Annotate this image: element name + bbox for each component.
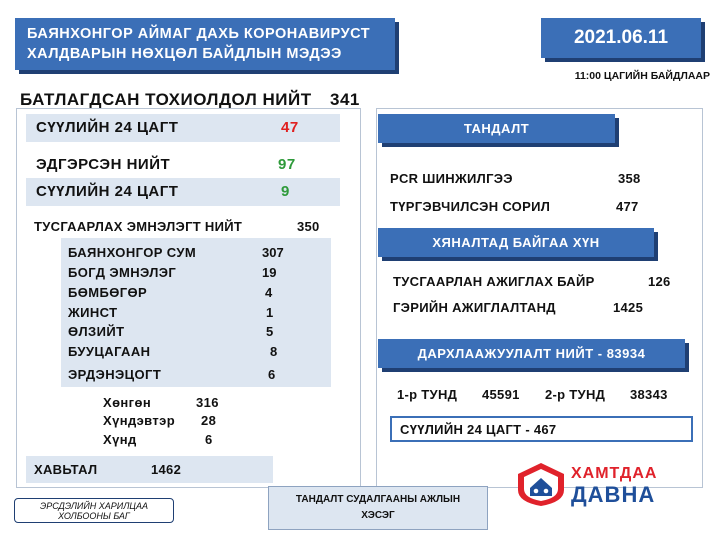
contact-value: 1462 bbox=[151, 462, 182, 477]
rapid-test-value: 477 bbox=[616, 199, 639, 214]
footer-team-badge bbox=[14, 498, 174, 523]
condition-label: Хүндэвтэр bbox=[103, 413, 176, 428]
monitoring-header: ХЯНАЛТАД БАЙГАА ХҮН bbox=[378, 228, 654, 257]
quarantine-value: 126 bbox=[648, 274, 671, 289]
logo-shield-icon bbox=[514, 460, 568, 508]
location-item: БӨМБӨГӨР bbox=[68, 285, 148, 300]
condition-label: Хөнгөн bbox=[103, 395, 152, 410]
condition-value: 28 bbox=[201, 413, 217, 428]
pcr-value: 358 bbox=[618, 171, 641, 186]
sampling-header: ТАНДАЛТ bbox=[378, 114, 615, 143]
dose1-value: 45591 bbox=[482, 387, 520, 402]
title-line-1: БАЯНХОНГОР АЙМАГ ДАХЬ КОРОНАВИРУСТ bbox=[27, 26, 371, 42]
time-note: 11:00 ЦАГИЙН БАЙДЛААР bbox=[574, 70, 710, 82]
footer-unit-line-1: ТАНДАЛТ СУДАЛГААНЫ АЖЛЫН bbox=[295, 494, 461, 505]
hamtdaa-davna-logo bbox=[514, 460, 684, 510]
confirmed-24h-value: 47 bbox=[281, 119, 299, 136]
location-item: ЭРДЭНЭЦОГТ bbox=[68, 367, 162, 382]
contact-label: ХАВЬТАЛ bbox=[34, 462, 98, 477]
footer-team-line-2: ХОЛБООНЫ БАГ bbox=[58, 511, 130, 521]
vaccine-24h-box: СҮҮЛИЙН 24 ЦАГТ - 467 bbox=[390, 416, 693, 442]
location-value: 19 bbox=[262, 265, 277, 280]
title-line-2: ХАЛДВАРЫН НӨХЦӨЛ БАЙДЛЫН МЭДЭЭ bbox=[27, 46, 342, 62]
location-item: БОГД ЭМНЭЛЭГ bbox=[68, 265, 177, 280]
title-banner bbox=[15, 18, 395, 70]
contact-row bbox=[26, 456, 273, 483]
location-value: 6 bbox=[268, 367, 276, 382]
footer-unit-box bbox=[268, 486, 488, 530]
condition-label: Хүнд bbox=[103, 432, 137, 447]
logo-text-bottom: ДАВНА bbox=[571, 482, 656, 507]
home-monitoring-value: 1425 bbox=[613, 300, 644, 315]
confirmed-24h-label: СҮҮЛИЙН 24 ЦАГТ bbox=[36, 119, 179, 136]
location-value: 8 bbox=[270, 344, 278, 359]
location-item: ӨЛЗИЙТ bbox=[68, 324, 125, 339]
condition-value: 316 bbox=[196, 395, 219, 410]
recovered-total-label: ЭДГЭРСЭН НИЙТ bbox=[36, 156, 171, 173]
quarantine-label: ТУСГААРЛАН АЖИГЛАХ БАЙР bbox=[393, 274, 595, 289]
confirmed-total-value: 341 bbox=[330, 90, 360, 109]
location-value: 5 bbox=[266, 324, 274, 339]
isolation-total-label: ТУСГААРЛАХ ЭМНЭЛЭГТ НИЙТ bbox=[34, 219, 243, 234]
pcr-label: PCR ШИНЖИЛГЭЭ bbox=[390, 171, 513, 186]
footer-team-line-1: ЭРСДЭЛИЙН ХАРИЛЦАА bbox=[40, 501, 148, 511]
location-item: ЖИНСТ bbox=[68, 305, 118, 320]
isolation-total-value: 350 bbox=[297, 219, 320, 234]
date-badge: 2021.06.11 bbox=[541, 18, 701, 58]
dose2-value: 38343 bbox=[630, 387, 668, 402]
location-value: 1 bbox=[266, 305, 274, 320]
recovered-24h-row bbox=[26, 178, 340, 206]
location-value: 4 bbox=[265, 285, 273, 300]
dose2-label: 2-р ТУНД bbox=[545, 387, 606, 402]
dose1-label: 1-р ТУНД bbox=[397, 387, 458, 402]
vaccination-header: ДАРХЛААЖУУЛАЛТ НИЙТ - 83934 bbox=[378, 339, 685, 368]
footer-unit-line-2: ХЭСЭГ bbox=[361, 510, 395, 521]
location-value: 307 bbox=[262, 245, 284, 260]
recovered-24h-value: 9 bbox=[281, 183, 290, 200]
condition-value: 6 bbox=[205, 432, 213, 447]
home-monitoring-label: ГЭРИЙН АЖИГЛАЛТАНД bbox=[393, 300, 556, 315]
logo-text-top: ХАМТДАА bbox=[571, 465, 658, 482]
location-item: БАЯНХОНГОР СУМ bbox=[68, 245, 197, 260]
rapid-test-label: ТҮРГЭВЧИЛСЭН СОРИЛ bbox=[390, 199, 551, 214]
confirmed-24h-row bbox=[26, 114, 340, 142]
recovered-24h-label: СҮҮЛИЙН 24 ЦАГТ bbox=[36, 183, 179, 200]
recovered-total-value: 97 bbox=[278, 156, 296, 173]
location-item: БУУЦАГААН bbox=[68, 344, 151, 359]
confirmed-total-label: БАТЛАГДСАН ТОХИОЛДОЛ НИЙТ bbox=[20, 90, 312, 109]
